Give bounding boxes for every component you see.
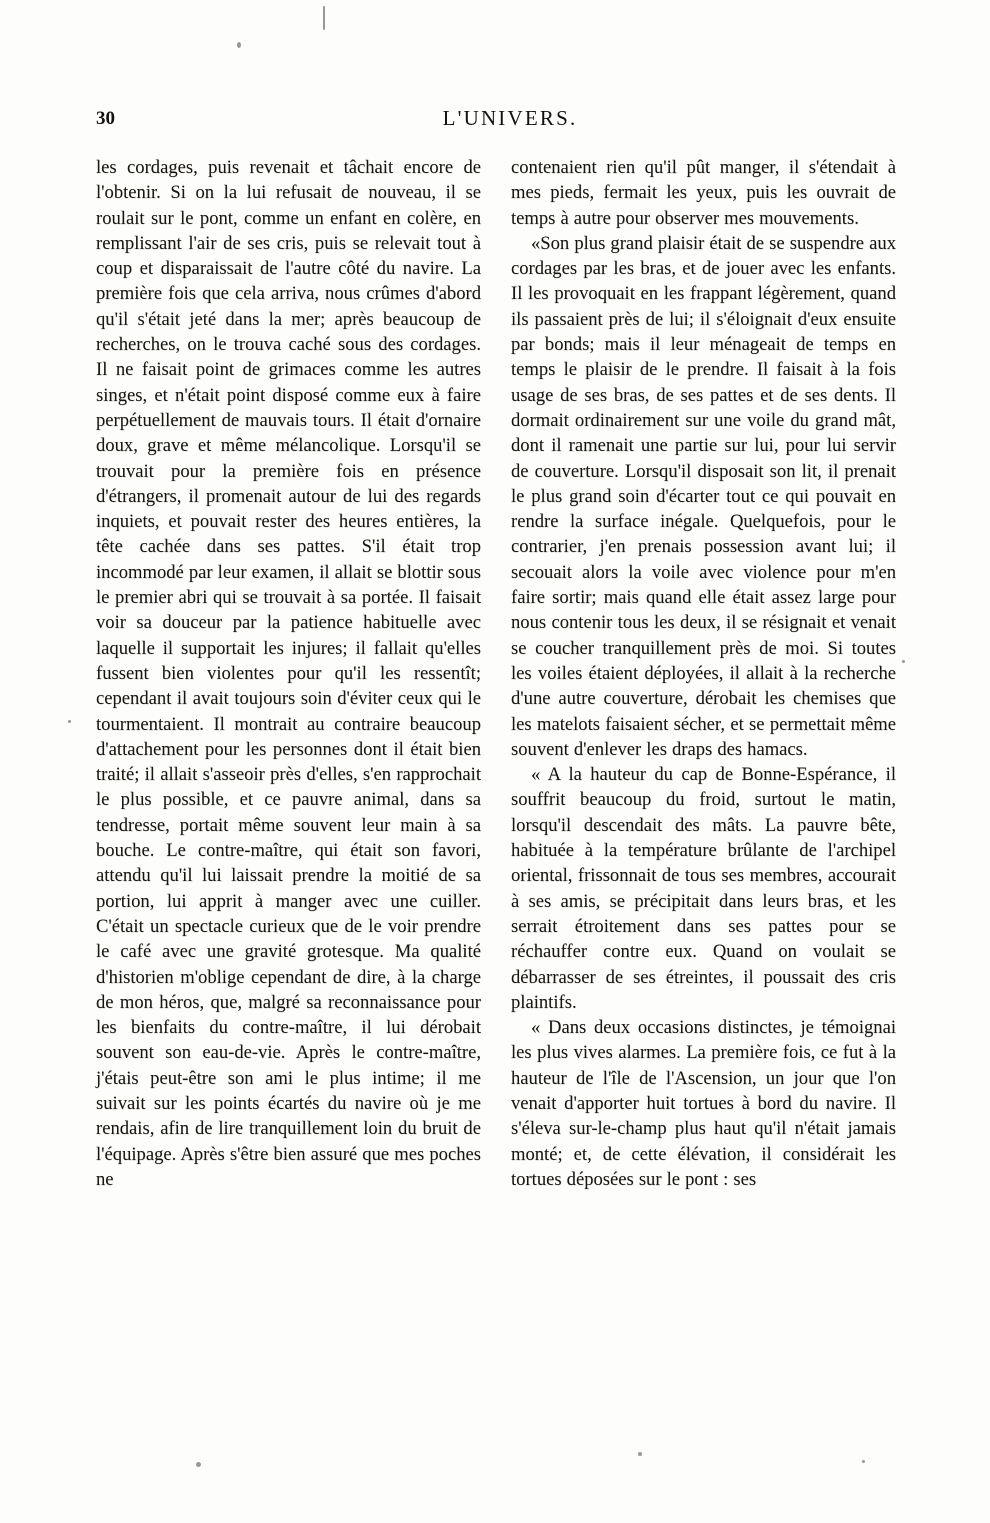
scan-speckle [638, 1452, 642, 1456]
scan-speckle [902, 660, 905, 663]
paragraph: les cordages, puis revenait et tâchait encore de l'obtenir. Si on la lui refusait de nouveau, il se roulait sur le pont, comme un enfant en colère, en remplissant l'air de ses cris, puis se relevait tout à coup et disparaissait de l'autre côté du navire. La première fois que cela arriva, nous crûmes d'abord qu'il s'était jeté dans la mer; après beaucoup de recherches, on le trouva caché sous des cordages. Il ne faisait point de grimaces comme les autres singes, et n'était point disposé comme eux à faire perpétuellement de mauvais tours. Il était d'ornaire doux, grave et même mélancolique. Lorsqu'il se trouvait pour la première fois en présence d'étrangers, il promenait autour de lui des regards inquiets, et pouvait rester des heures entières, la tête cachée dans ses pattes. S'il était trop incommodé par leur examen, il allait se blottir sous le premier abri qui se trouvait à sa portée. Il faisait voir sa douceur par la patience habituelle avec laquelle il supportait les injures; il fallait qu'elles fussent bien violentes pour qu'il les ressentît; cependant il avait toujours soin d'éviter ceux qui le tourmentaient. Il montrait au contraire beaucoup d'attachement pour les personnes dont il était bien traité; il allait s'asseoir près d'elles, s'en rapprochait le plus possible, et ce pauvre animal, dans sa tendresse, portait même souvent leur main à sa bouche. Le contre-maître, qui était son favori, attendu qu'il lui laissait prendre la moitié de sa portion, lui apprit à manger avec une cuiller. C'était un spectacle curieux que de le voir prendre le café avec une gravité grotesque. Ma qualité d'historien m'oblige cependant de dire, à la charge de mon héros, que, malgré sa reconnaissance pour les bienfaits du contre-maître, il lui dérobait souvent son eau-de-vie. Après le contre-maître, j'étais peut-être son ami le plus intime; il me suivait sur les points écartés du navire où je me rendais, afin de lire tranquillement loin du bruit de l'équipage. Après s'être bien assuré que mes poches ne [96, 157, 481, 1190]
scan-speckle [323, 6, 325, 30]
scan-speckle [68, 720, 71, 723]
running-title: L'UNIVERS. [442, 106, 578, 130]
paragraph: «Son plus grand plaisir était de se suspendre aux cordages par les bras, et de jouer avec les enfants. Il les provoquait en les frappant légèrement, quand ils passaient près de lui; il s'éloignait d'eux ensuite par bonds; mais il leur ménageait de temps en temps le plaisir de le prendre. Il faisait à la fois usage de ses bras, de ses pattes et de ses dents. Il dormait ordinairement sur une voile du grand mât, dont il ramenait une partie sur lui, pour lui servir de couverture. Lorsqu'il disposait son lit, il prenait le plus grand soin d'écarter tout ce qui pouvait en rendre la surface inégale. Quelquefois, pour le contrarier, j'en prenais possession avant lui; il secouait alors la voile avec violence pour m'en faire sortir; mais quand elle était assez large pour nous contenir tous les deux, il se résignait et venait se coucher tranquillement près de moi. Si toutes les voiles étaient déployées, il allait à la recherche d'une autre couverture, dérobait les chemises que les matelots faisaient sécher, et se permettait même souvent d'enlever les draps des hamacs. [511, 232, 896, 760]
scan-speckle [862, 1460, 865, 1463]
text-columns [96, 155, 896, 1192]
paragraph: contenaient rien qu'il pût manger, il s'étendait à mes pieds, fermait les yeux, puis les ouvrait de temps à autre pour observer mes mouvements. [511, 157, 896, 229]
paragraph: « A la hauteur du cap de Bonne-Espérance, il souffrit beaucoup du froid, surtout le matin, lorsqu'il descendait des mâts. La pauvre bête, habituée à la température brûlante de l'archipel oriental, frissonnait de tous ses membres, accourait à ses amis, se précipitait dans leurs bras, et les serrait étroitement dans ses pattes pour se réchauffer contre eux. Quand on voulait se débarrasser de ses étreintes, il poussait des cris plaintifs. [511, 764, 896, 1013]
page-number: 30 [96, 108, 115, 129]
scan-speckle [196, 1462, 201, 1467]
paragraph: « Dans deux occasions distinctes, je témoignai les plus vives alarmes. La première fois, ce fut à la hauteur de l'île de l'Ascension, un jour que l'on venait d'apporter huit tortues à bord du navire. Il s'éleva sur-le-champ plus haut qu'il n'était jamais monté; et, de cette élévation, il considérait les tortues déposées sur le pont : ses [511, 1017, 896, 1190]
scan-speckle [237, 42, 241, 48]
column-left [96, 155, 481, 1192]
column-right [511, 155, 896, 1192]
page-header [0, 108, 990, 138]
